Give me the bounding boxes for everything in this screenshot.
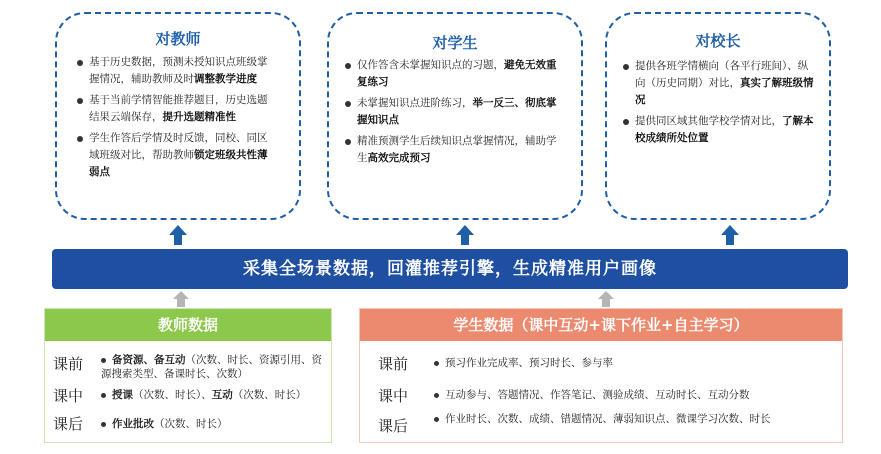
principal-box-title: 对校长 xyxy=(695,32,741,50)
row-label-before-class: 课前 xyxy=(378,355,409,373)
teacher-data-panel xyxy=(44,308,332,443)
student-data-panel xyxy=(359,308,843,443)
principal-bullet-1: 提供各班学情横向（各平行班间）、纵向（历史同期）对比，真实了解班级情况 xyxy=(621,58,815,109)
row-label-before-class: 课前 xyxy=(53,355,84,373)
student-bullet-1: 仅作答含未掌握知识点的习题，避免无效重复练习 xyxy=(343,57,565,91)
teacher-data-title: 教师数据 xyxy=(45,309,331,341)
teacher-box-title: 对教师 xyxy=(155,30,201,48)
row-label-in-class: 课中 xyxy=(53,387,84,405)
row-label-after-class: 课后 xyxy=(378,417,409,435)
student-box xyxy=(327,12,583,220)
teacher-row-in: 授课（次数、时长）、互动（次数、时长） xyxy=(101,388,327,402)
student-data-title: 学生数据（课中互动+课下作业+自主学习） xyxy=(360,309,842,341)
student-bullets xyxy=(343,57,565,171)
teacher-row-before: 备资源、备互动（次数、时长、资源引用、资源搜索类型、备课时长、次数） xyxy=(101,354,322,380)
student-row-after: 作业时长、次数、成绩、错题情况、薄弱知识点、微课学习次数、时长 xyxy=(434,412,834,426)
arrow-up-icon xyxy=(173,291,189,307)
student-bullet-3: 精准预测学生后续知识点掌握情况，辅助学生高效完成预习 xyxy=(343,133,565,167)
teacher-bullet-1: 基于历史数据，预测未授知识点班级掌握情况，辅助教师及时调整教学进度 xyxy=(75,54,275,88)
row-label-in-class: 课中 xyxy=(378,387,409,405)
row-label-after-class: 课后 xyxy=(53,415,84,433)
principal-box xyxy=(605,12,831,220)
teacher-bullet-2: 基于当前学情智能推荐题目，历史选题结果云端保存，提升选题精准性 xyxy=(75,92,275,126)
arrow-up-icon xyxy=(721,225,739,245)
student-bullet-2: 未掌握知识点进阶练习，举一反三、彻底掌握知识点 xyxy=(343,95,565,129)
teacher-row-after: 作业批改（次数、时长） xyxy=(101,417,327,431)
data-collection-banner: 采集全场景数据，回灌推荐引擎，生成精准用户画像 xyxy=(52,249,848,289)
student-box-title: 对学生 xyxy=(432,34,478,52)
arrow-up-icon xyxy=(598,291,614,307)
arrow-up-icon xyxy=(456,225,474,245)
principal-bullets xyxy=(621,58,815,151)
teacher-bullets xyxy=(75,54,275,185)
teacher-bullet-3: 学生作答后学情及时反馈，同校、同区域班级对比，帮助教师锁定班级共性薄弱点 xyxy=(75,130,275,181)
principal-bullet-2: 提供同区域其他学校学情对比，了解本校成绩所处位置 xyxy=(621,113,815,147)
arrow-up-icon xyxy=(169,225,187,245)
student-row-in: 互动参与、答题情况、作答笔记、测验成绩、互动时长、互动分数 xyxy=(434,388,834,402)
student-row-before: 预习作业完成率、预习时长、参与率 xyxy=(434,356,834,370)
teacher-box xyxy=(55,12,301,220)
